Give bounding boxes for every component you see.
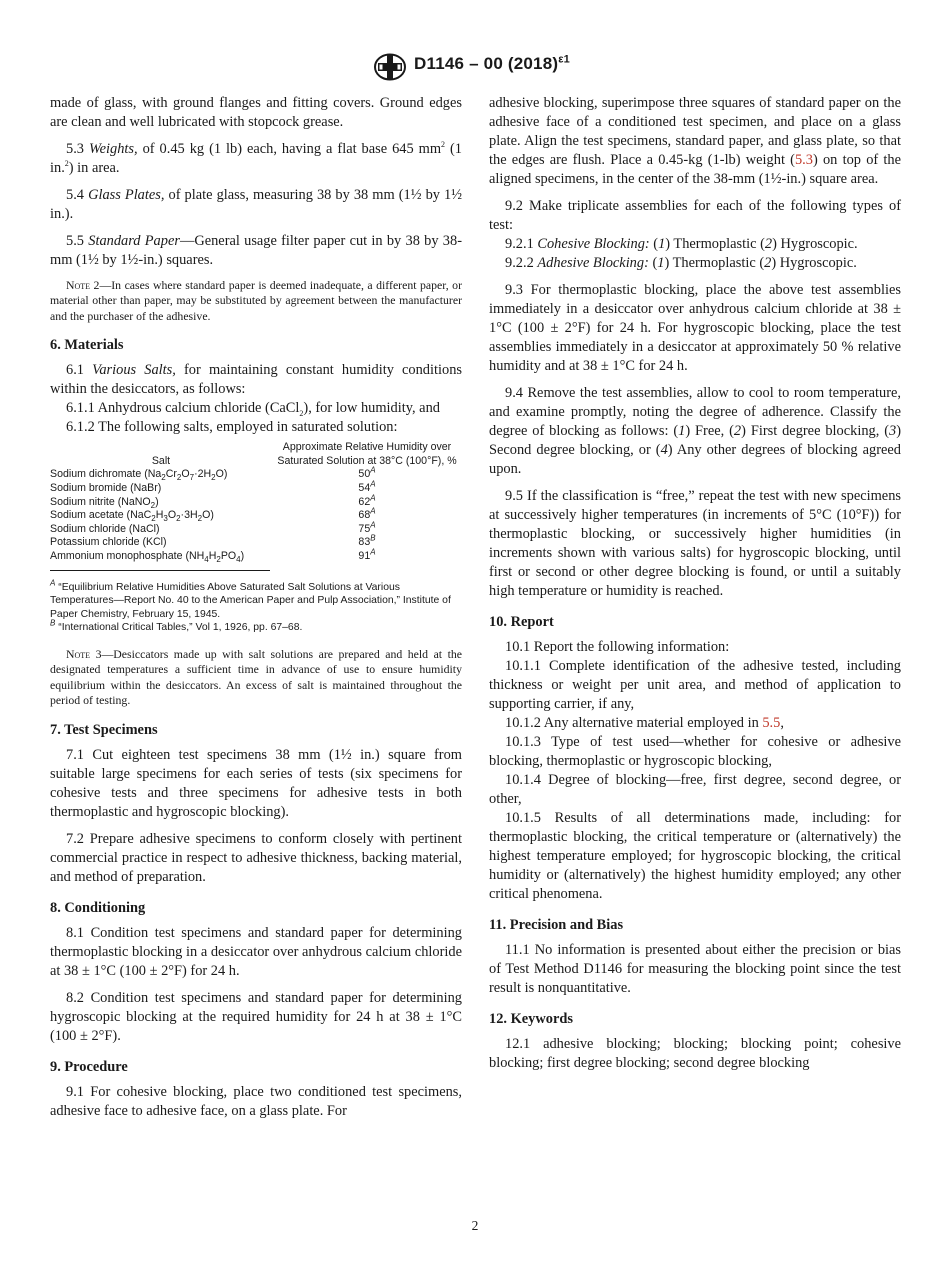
column-header-relative-humidity: Approximate Relative Humidity over Saturated Solution at 38°C (100°F), % — [277, 441, 457, 467]
paragraph-8-2: 8.2 Condition test specimens and standard paper for determining hygroscopic blocking at the required humidity for 24 h at 38 ± 1°C (100 ± 2°F). — [50, 989, 462, 1044]
salt-name: Sodium dichromate $(Na_2Cr_2O_7\cdot 2H_2O)$ — [50, 468, 228, 483]
table-row — [50, 523, 462, 537]
humidity-value: $50^A$ — [358, 465, 376, 481]
paragraph-9-3: 9.3 For thermoplastic blocking, place the above test assemblies immediately in a desiccator over anhydrous calcium chloride at 38 ± 1°C (100 ± 2°F) for 24 h. For hygroscopic blocking, place the test assemblies immediately in a desiccator at approximately 50 % relative humidity and at 38 ± 1°C for 24 h. — [489, 282, 901, 374]
humidity-value: $62^A$ — [358, 493, 376, 508]
link-5-5[interactable]: 5.5 — [762, 715, 781, 731]
humidity-value: $75^A$ — [358, 520, 376, 535]
paragraph-11-1: 11.1 No information is presented about either the precision or bias of Test Method D1146 for measuring the blocking point since the test result is nonquantitative. — [489, 942, 901, 996]
humidity-value: $68^A$ — [358, 506, 376, 522]
humidity-value: $91^A$ — [358, 547, 376, 562]
paragraph-ground-edges: made of glass, with ground flanges and fitting covers. Ground edges are clean and well lubricated with stopcock grease. — [50, 95, 462, 130]
heading-10-report: 10. Report — [489, 614, 554, 630]
table-row — [50, 468, 462, 482]
paragraph-5-4: 5.4 Glass Plates, of plate glass, measuring 38 by 38 mm (1½ by 1½ in.). — [50, 187, 462, 222]
link-5-3[interactable]: 5.3 — [794, 152, 813, 168]
salt-name: Ammonium monophosphate $(NH_4H_2PO_4)$ — [50, 549, 245, 565]
paragraph-9-2-1: 9.2.1 Cohesive Blocking: (1) Thermoplastic (2) Hygroscopic. — [505, 236, 858, 252]
salt-humidity-table — [50, 441, 462, 563]
salt-name: Sodium chloride (NaCl) — [50, 522, 160, 535]
paragraph-10-1: 10.1 Report the following information: — [505, 639, 730, 655]
right-column — [489, 94, 901, 1081]
paragraph-10-1-3: 10.1.3 Type of test used—whether for cohesive or adhesive blocking, thermoplastic or hygroscopic blocking, — [489, 734, 901, 769]
table-row — [50, 482, 462, 496]
heading-6-materials: 6. Materials — [50, 337, 124, 354]
page-header — [0, 50, 950, 86]
footnote-b: $^B$ “International Critical Tables,” Vol 1, 1926, pp. 67–68. — [50, 618, 303, 634]
paragraph-12-1: 12.1 adhesive blocking; blocking; blocking point; cohesive blocking; first degree blocking; second degree blocking — [489, 1036, 901, 1071]
epsilon-superscript: ε1 — [558, 53, 570, 66]
note-2: Note 2—In cases where standard paper is deemed inadequate, a different paper, or material other than paper, may be substituted by agreement between the manufacturer and the purchaser of the adhesive. — [50, 278, 462, 323]
heading-8-conditioning: 8. Conditioning — [50, 899, 146, 916]
designation-text: D1146 – 00 (2018) — [414, 54, 559, 73]
heading-9-procedure: 9. Procedure — [50, 1058, 128, 1075]
paragraph-9-1: 9.1 For cohesive blocking, place two conditioned test specimens, adhesive face to adhesive face, on a glass plate. For — [50, 1083, 462, 1119]
heading-11-precision-and-bias: 11. Precision and Bias — [489, 917, 624, 933]
table-row — [50, 509, 462, 523]
paragraph-10-1-2: 10.1.2 Any alternative material employed in 5.5, — [505, 715, 784, 731]
astm-logo-icon — [372, 52, 408, 82]
heading-7-test-specimens: 7. Test Specimens — [50, 721, 158, 738]
footnote-a: $^A$ “Equilibrium Relative Humidities Above Saturated Salt Solutions at Various Temperatures—Report No. 40 to the American Paper and Pulp Association,” Institute of Paper Chemistry, February 15, 1945. — [50, 578, 451, 620]
humidity-value: $54^A$ — [358, 479, 376, 494]
document-designation — [414, 54, 570, 74]
paragraph-5-3: 5.3 Weights, of 0.45 kg (1 lb) each, having a flat base 645 $mm^2$ (1 in.$^2$) in area. — [50, 140, 463, 176]
paragraph-6-1: 6.1 Various Salts, for maintaining constant humidity conditions within the desiccators, as follows: — [50, 362, 462, 398]
table-row — [50, 550, 462, 564]
paragraph-5-5: 5.5 Standard Paper—General usage filter paper cut in by 38 by 38-mm (1½ by 1½-in.) squares. — [50, 233, 462, 268]
table-footnote-divider — [50, 570, 270, 571]
salt-name: Sodium acetate $(NaC_2H_3O_2\cdot 3H_2O)$ — [50, 509, 214, 524]
salt-name: Potassium chloride (KCl) — [50, 536, 167, 549]
paragraph-9-2: 9.2 Make triplicate assemblies for each of the following types of test: — [489, 198, 901, 233]
left-column — [50, 94, 462, 1129]
heading-12-keywords: 12. Keywords — [489, 1011, 573, 1027]
table-row — [50, 536, 462, 550]
paragraph-7-1: 7.1 Cut eighteen test specimens 38 mm (1½ in.) square from suitable large specimens for each series of tests (six specimens for cohesive tests and three specimens for adhesive tests in both thermoplastic and hygroscopic blocking). — [50, 746, 462, 820]
salt-name: Sodium nitrite (NaNO$_2$) — [50, 495, 159, 510]
paragraph-7-2: 7.2 Prepare adhesive specimens to conform closely with pertinent commercial practice in respect to adhesive thickness, backing material, and method of preparation. — [50, 830, 462, 885]
humidity-value: $83^B$ — [358, 533, 376, 549]
paragraph-9-2-2: 9.2.2 Adhesive Blocking: (1) Thermoplastic (2) Hygroscopic. — [505, 255, 857, 271]
column-header-salt: Salt — [151, 454, 171, 467]
salt-name: Sodium bromide (NaBr) — [50, 482, 162, 494]
paragraph-9-4: 9.4 Remove the test assemblies, allow to cool to room temperature, and examine promptly, noting the degree of adherence. Classify the degree of blocking as follows: (1) Free, (2) First degree blocking, (3) Second degree blocking, or (4) Any other degrees of blocking agreed upon. — [489, 385, 902, 477]
paragraph-10-1-4: 10.1.4 Degree of blocking—free, first degree, second degree, or other, — [489, 772, 901, 807]
paragraph-6-1-2: 6.1.2 The following salts, employed in saturated solution: — [66, 419, 398, 436]
paragraph-9-5: 9.5 If the classification is “free,” repeat the test with new specimens at successively higher temperatures (in increments of 5°C (10°F)) for thermoplastic blocking, or successively higher humidities (in increments shown with various salts) for hygroscopic blocking, until first or second or other degree blocking is found, or until a suitably high temperature or humidity is reached. — [489, 488, 901, 599]
table-row — [50, 496, 462, 510]
paragraph-10-1-5: 10.1.5 Results of all determinations made, including: for thermoplastic blocking, the critical temperature or (alternatively) the highest temperature employed; for hygroscopic blocking, the critical humidity or (alternatively) the highest humidity employed; any other critical phenomena. — [489, 810, 901, 902]
paragraph-6-1-1: 6.1.1 Anhydrous calcium chloride (CaCl$_2$), for low humidity, and — [66, 400, 440, 419]
paragraph-8-1: 8.1 Condition test specimens and standard paper for determining thermoplastic blocking in a desiccator over anhydrous calcium chloride at 38 ± 1°C (100 ± 2°F) for 24 h. — [50, 924, 462, 979]
table-header-row — [50, 441, 462, 468]
page-number: 2 — [471, 1218, 479, 1233]
paragraph-9-1-continued: adhesive blocking, superimpose three squares of standard paper on the adhesive face of a conditioned test specimen, and place on a glass plate. Align the test specimens, standard paper, and glass plate, so that the edges are flush. Place a 0.45-kg (1-lb) weight (5.3) on top of the aligned specimens, in the center of the 38-mm (1½-in.) square area. — [489, 95, 902, 187]
paragraph-10-1-1: 10.1.1 Complete identification of the adhesive tested, including thickness or weight per unit area, and method of application to supporting carrier, if any, — [489, 658, 901, 712]
note-3: Note 3—Desiccators made up with salt solutions are prepared and held at the designated temperatures a sufficient time in advance of use to ensure humidity equilibrium within the desiccators. An excess of salt is maintained throughout the period of testing. — [50, 646, 462, 708]
